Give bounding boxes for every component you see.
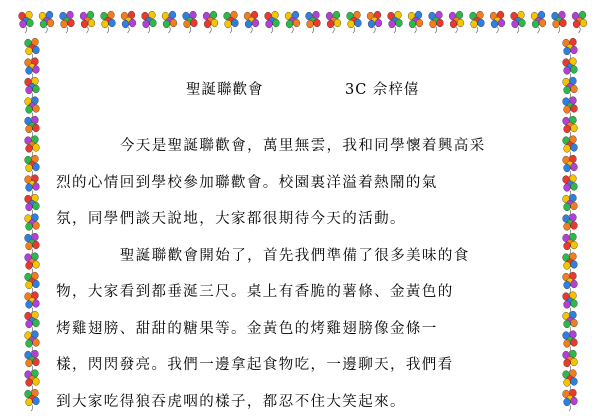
balloon-bunch-icon <box>25 38 40 60</box>
paragraph-line: 氛，同學們談天說地，大家都很期待今天的活動。 <box>56 201 528 238</box>
balloon-bunch-icon <box>101 11 116 33</box>
balloon-bunch-icon <box>563 389 578 411</box>
document-heading <box>0 78 600 102</box>
balloon-bunch-icon <box>511 11 526 33</box>
balloon-bunch-icon <box>408 11 423 33</box>
balloon-bunch-icon <box>183 11 198 33</box>
balloon-bunch-icon <box>142 11 157 33</box>
balloon-bunch-icon <box>25 389 40 411</box>
balloon-bunch-icon <box>203 11 218 33</box>
paragraph-line: 烤雞翅膀、甜甜的糖果等。金黃色的烤雞翅膀像金條一 <box>56 311 528 348</box>
balloon-bunch-icon <box>388 11 403 33</box>
balloon-bunch-icon <box>563 311 578 333</box>
balloon-bunch-icon <box>265 11 280 33</box>
balloon-bunch-icon <box>563 38 578 60</box>
balloon-bunch-icon <box>326 11 341 33</box>
balloon-bunch-icon <box>563 370 578 392</box>
paragraph-line: 聖誕聯歡會開始了，首先我們準備了很多美味的食 <box>88 238 528 275</box>
balloon-bunch-icon <box>563 116 578 138</box>
balloon-bunch-icon <box>244 11 259 33</box>
balloon-bunch-icon <box>563 155 578 177</box>
balloon-bunch-icon <box>25 136 40 158</box>
balloon-bunch-icon <box>531 11 546 33</box>
balloon-border-top <box>14 8 586 36</box>
balloon-bunch-icon <box>563 331 578 353</box>
balloon-bunch-icon <box>25 292 40 314</box>
balloon-bunch-icon <box>563 272 578 294</box>
balloon-bunch-icon <box>25 272 40 294</box>
paragraph-line: 烈的心情回到學校參加聯歡會。校園裏洋溢着熱鬧的氣 <box>56 165 528 202</box>
balloon-bunch-icon <box>367 11 382 33</box>
balloon-bunch-icon <box>563 292 578 314</box>
balloon-bunch-icon <box>563 350 578 372</box>
paragraph-line: 物，大家看到都垂涎三尺。桌上有香脆的薯條、金黃色的 <box>56 274 528 311</box>
paragraph-line: 樣，閃閃發亮。我們一邊拿起食物吃，一邊聊天，我們看 <box>56 347 528 384</box>
balloon-bunch-icon <box>470 11 485 33</box>
balloon-bunch-icon <box>25 214 40 236</box>
balloon-bunch-icon <box>306 11 321 33</box>
balloon-bunch-icon <box>121 11 136 33</box>
balloon-bunch-icon <box>25 155 40 177</box>
paragraph-line: 到大家吃得狼吞虎咽的樣子，都忍不住大笑起來。 <box>56 384 528 420</box>
balloon-bunch-icon <box>563 214 578 236</box>
balloon-bunch-icon <box>563 194 578 216</box>
balloon-bunch-icon <box>563 175 578 197</box>
balloon-bunch-icon <box>25 58 40 80</box>
balloon-bunch-icon <box>490 11 505 33</box>
balloon-bunch-icon <box>25 350 40 372</box>
balloon-bunch-icon <box>572 11 587 33</box>
balloon-bunch-icon <box>449 11 464 33</box>
balloon-bunch-icon <box>563 136 578 158</box>
balloon-bunch-icon <box>563 58 578 80</box>
balloon-bunch-icon <box>25 253 40 275</box>
document-body <box>88 128 528 420</box>
paragraph <box>88 238 528 420</box>
balloon-bunch-icon <box>563 253 578 275</box>
balloon-bunch-icon <box>285 11 300 33</box>
balloon-bunch-icon <box>25 233 40 255</box>
balloon-bunch-icon <box>25 116 40 138</box>
paragraph-line: 今天是聖誕聯歡會，萬里無雲，我和同學懷着興高采 <box>88 128 528 165</box>
balloon-bunch-icon <box>25 311 40 333</box>
balloon-bunch-icon <box>429 11 444 33</box>
balloon-bunch-icon <box>162 11 177 33</box>
balloon-bunch-icon <box>25 331 40 353</box>
balloon-bunch-icon <box>563 233 578 255</box>
paragraph <box>88 128 528 238</box>
document-author: 3C 佘梓僖 <box>345 78 419 99</box>
balloon-bunch-icon <box>80 11 95 33</box>
balloon-bunch-icon <box>224 11 239 33</box>
balloon-bunch-icon <box>25 370 40 392</box>
balloon-bunch-icon <box>39 11 54 33</box>
balloon-bunch-icon <box>60 11 75 33</box>
balloon-bunch-icon <box>25 194 40 216</box>
balloon-bunch-icon <box>25 175 40 197</box>
document-title: 聖誕聯歡會 <box>186 78 264 99</box>
balloon-bunch-icon <box>19 11 34 33</box>
balloon-bunch-icon <box>552 11 567 33</box>
balloon-bunch-icon <box>347 11 362 33</box>
